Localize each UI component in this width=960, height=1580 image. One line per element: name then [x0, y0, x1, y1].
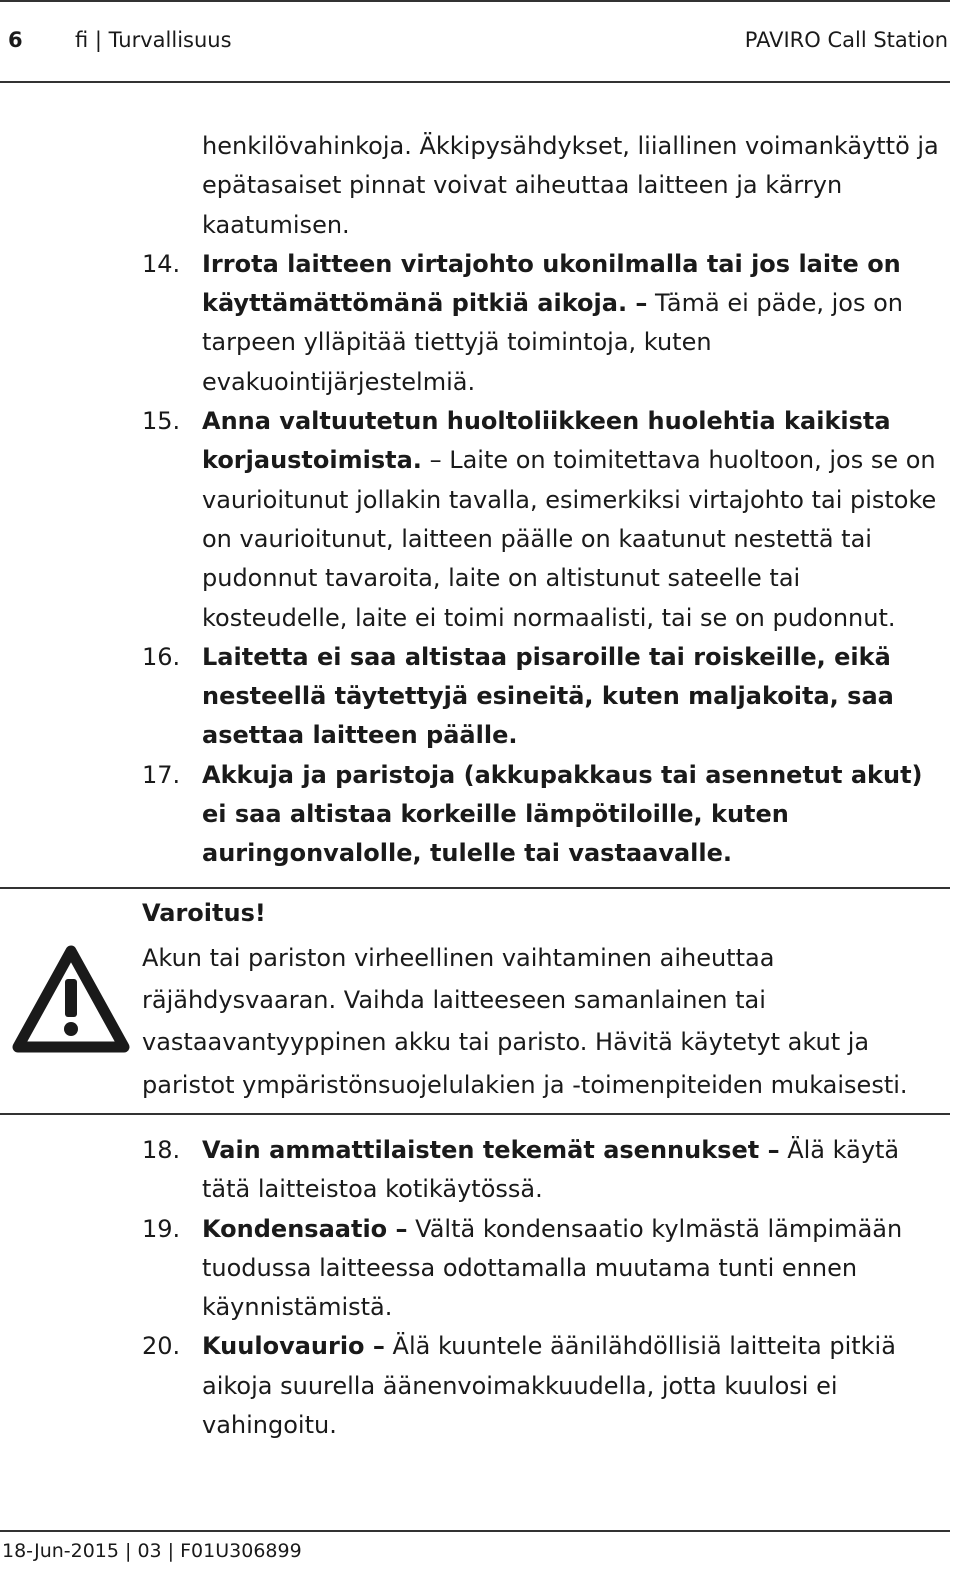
item-number: 20. — [142, 1332, 181, 1361]
item-heading: Kondensaatio – — [202, 1214, 408, 1243]
item-heading: Vain ammattilaisten tekemät asennukset – — [202, 1136, 780, 1164]
item-heading: Laitetta ei saa altistaa pisaroille tai roiskeille, eikä nesteellä täytettyjä esineitä, kuten maljakoita, saa asettaa laitteen päälle. — [202, 642, 894, 750]
item-number: 17. — [142, 760, 181, 789]
warning-bottom-rule — [0, 1113, 950, 1115]
footer-info: 18-Jun-2015 | 03 | F01U306899 — [2, 1540, 302, 1562]
header-rule — [0, 81, 950, 83]
item-text: Älä käytä tätä laitteistoa kotikäytössä. — [202, 1136, 900, 1204]
item-heading: Irrota laitteen virtajohto ukonilmalla tai jos laite on käyttämättömänä pitkiä aikoja. – — [202, 249, 901, 318]
safety-list-part-2 — [0, 1131, 950, 1445]
item-number: 14. — [142, 249, 181, 278]
item-heading: Akkuja ja paristoja (akkupakkaus tai asennetut akut) ei saa altistaa korkeille lämpötiloille, kuten auringonvalolle, tulelle tai vastaavalle. — [202, 760, 923, 868]
item-number: 19. — [142, 1214, 181, 1243]
list-item-18 — [0, 1131, 950, 1210]
list-item-14 — [0, 245, 950, 402]
safety-list-part-1 — [0, 127, 950, 874]
list-item-19 — [0, 1210, 950, 1328]
item-number: 18. — [142, 1136, 181, 1164]
list-item-20 — [0, 1327, 950, 1445]
item-text: Vältä kondensaatio kylmästä lämpimään tuodussa laitteessa odottamalla muutama tunti ennen käynnistämistä. — [202, 1214, 903, 1322]
item-text: Tämä ei päde, jos on tarpeen ylläpitää tiettyjä toimintoja, kuten evakuointijärjestelmiä. — [202, 289, 903, 396]
item-text: – Laite on toimitettava huoltoon, jos se on vaurioitunut jollakin tavalla, esimerkiksi virtajohto tai pistoke on vaurioitunut, laitteen päälle on kaatunut nestettä tai pudonnut tavaroita, laite on altistunut sateelle tai kosteudelle, laite ei toimi normaalisti, tai se on pudonnut. — [202, 446, 937, 632]
item-number: 15. — [142, 407, 181, 436]
product-name: PAVIRO Call Station — [744, 28, 948, 52]
list-item-16 — [0, 638, 950, 756]
list-item-17 — [0, 756, 950, 874]
page-number: 6 — [8, 28, 23, 52]
list-item-15 — [0, 402, 950, 638]
item-number: 16. — [142, 642, 181, 671]
warning-triangle-icon — [12, 943, 130, 1055]
warning-title: Varoitus! — [142, 899, 266, 927]
warning-top-rule — [0, 887, 950, 889]
item-heading: Anna valtuutetun huoltoliikkeen huolehtia kaikista korjaustoimista. — [202, 407, 891, 475]
footer-rule — [0, 1530, 950, 1532]
list-item-continuation — [0, 127, 950, 245]
warning-text: Akun tai pariston virheellinen vaihtaminen aiheuttaa räjähdysvaaran. Vaihda laitteeseen samanlainen tai vastaavantyyppinen akku tai paristo. Hävitä käytetyt akut ja paristot ympäristönsuojelulakien ja -toimenpiteiden mukaisesti. — [142, 944, 908, 1099]
item-heading: Kuulovaurio – — [202, 1332, 385, 1361]
top-rule — [0, 0, 950, 2]
continuation-text: henkilövahinkoja. Äkkipysähdykset, liiallinen voimankäyttö ja epätasaiset pinnat voivat aiheuttaa laitteen ja kärryn kaatumisen. — [202, 132, 939, 239]
item-text: Älä kuuntele äänilähdöllisiä laitteita pitkiä aikoja suurella äänenvoimakkuudella, jotta kuulosi ei vahingoitu. — [202, 1332, 896, 1440]
section-title: fi | Turvallisuus — [75, 28, 232, 52]
